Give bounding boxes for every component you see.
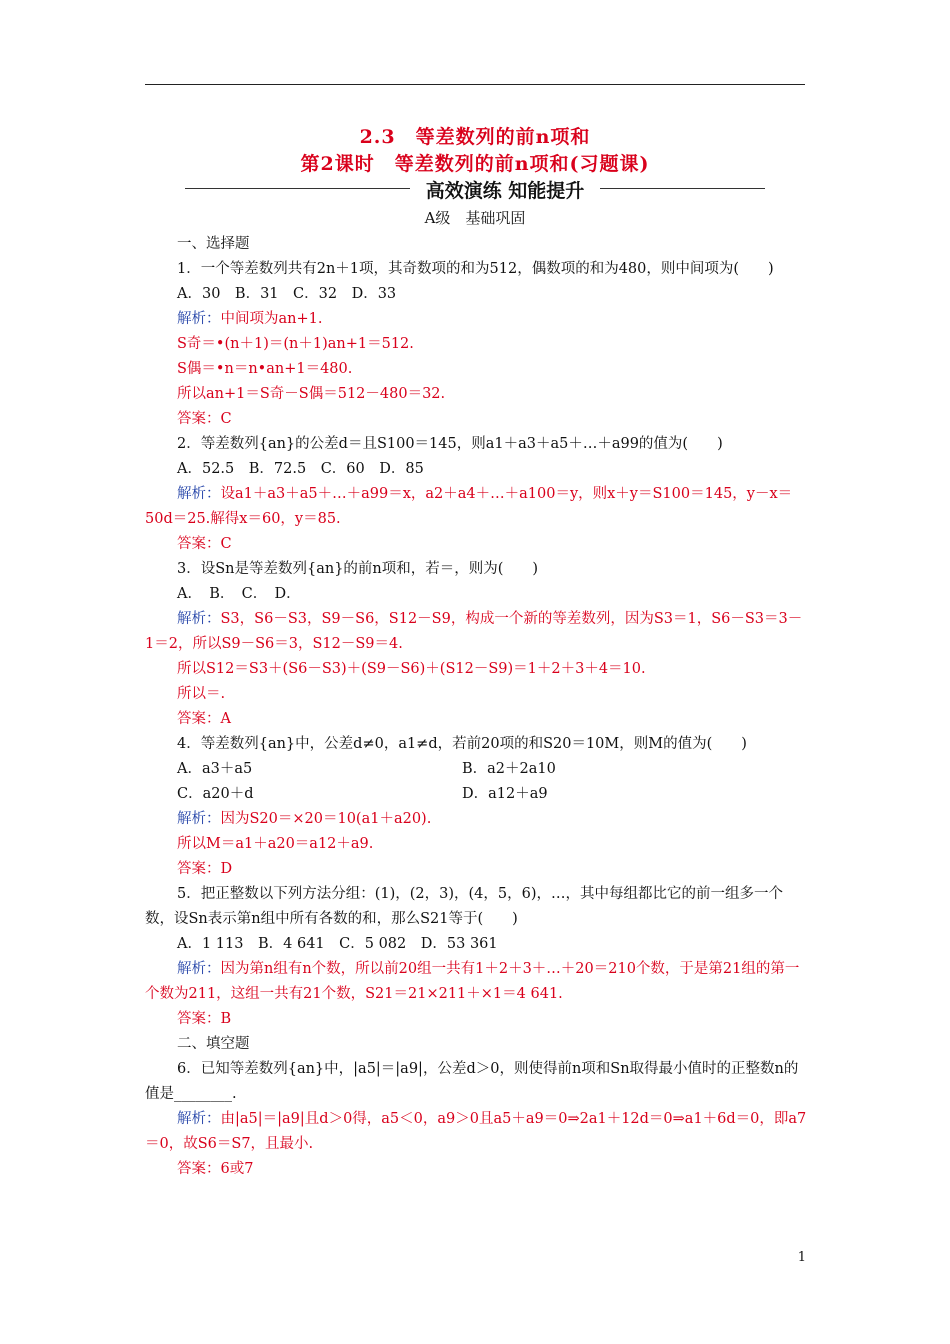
q6-answer: 答案：6或7 — [177, 1161, 254, 1177]
banner-text: 高效演练 知能提升 — [425, 180, 585, 202]
q5-analysis: 解析：因为第n组有n个数，所以前20组一共有1＋2＋3＋…＋20＝210个数，于是第21组的第一个数为211，这组一共有21个数，S21＝21×211＋×1＝4 641. — [145, 961, 800, 1002]
q2-stem: 2．等差数列{an}的公差d＝且S100＝145，则a1＋a3＋a5＋…＋a99的值为( ) — [177, 436, 723, 452]
banner — [185, 176, 765, 200]
q1-analysis-4: 所以an+1＝S奇－S偶＝512－480＝32. — [177, 386, 446, 402]
q3-answer: 答案：A — [177, 711, 231, 727]
q4-analysis-2: 所以M＝a1＋a20＝a12＋a9. — [177, 836, 374, 852]
q3-analysis-3: 所以＝. — [177, 686, 226, 702]
section-choice: 一、选择题 — [177, 236, 250, 252]
q2-answer: 答案：C — [177, 536, 232, 552]
q3-options: A． B． C． D． — [177, 586, 301, 602]
q4-options-row-1 — [145, 757, 807, 782]
top-rule — [145, 84, 805, 85]
document-body — [145, 232, 807, 1182]
q1-answer: 答案：C — [177, 411, 232, 427]
q1-stem: 1．一个等差数列共有2n＋1项，其奇数项的和为512，偶数项的和为480，则中间项为( ) — [177, 261, 774, 277]
q4-options-row-2 — [145, 782, 807, 807]
q4-analysis-1: 解析：因为S20＝×20＝10(a1＋a20). — [177, 811, 432, 827]
page-number: 1 — [797, 1250, 806, 1265]
q5-answer: 答案：B — [177, 1011, 232, 1027]
section-fill: 二、填空题 — [177, 1036, 250, 1052]
q1-analysis-2: S奇＝•(n＋1)＝(n＋1)an+1＝512. — [177, 336, 414, 352]
q4-option-b: B．a2＋2a10 — [462, 761, 556, 777]
q2-options: A．52.5 B．72.5 C．60 D．85 — [177, 461, 424, 477]
level-heading: A级 基础巩固 — [424, 209, 526, 227]
q3-stem: 3．设Sn是等差数列{an}的前n项和，若＝，则为( ) — [177, 561, 539, 577]
q1-analysis-1: 解析：中间项为an+1. — [177, 311, 323, 327]
q3-analysis-1: 解析：S3，S6－S3，S9－S6，S12－S9，构成一个新的等差数列，因为S3＝1，S6－S3＝3－1＝2，所以S9－S6＝3，S12－S9＝4. — [145, 611, 803, 652]
analysis-label: 解析： — [177, 311, 221, 327]
q4-option-c: C．a20＋d — [177, 786, 254, 802]
q6-analysis: 解析：由|a5|＝|a9|且d＞0得，a5＜0，a9＞0且a5＋a9＝0⇒2a1＋12d＝0⇒a1＋6d＝0，即a7＝0，故S6＝S7，且最小. — [145, 1111, 807, 1152]
q6-stem: 6．已知等差数列{an}中，|a5|＝|a9|，公差d＞0，则使得前n项和Sn取得最小值时的正整数n的值是________. — [145, 1061, 799, 1102]
q2-analysis: 解析：设a1＋a3＋a5＋…＋a99＝x，a2＋a4＋…＋a100＝y，则x＋y＝S100＝145，y－x＝50d＝25.解得x＝60，y＝85. — [145, 486, 793, 527]
q1-options: A．30 B．31 C．32 D．33 — [177, 286, 397, 302]
q5-options: A．1 113 B．4 641 C．5 082 D．53 361 — [177, 936, 498, 952]
q4-answer: 答案：D — [177, 861, 233, 877]
banner-line-left — [185, 188, 410, 189]
q4-option-a: A．a3＋a5 — [177, 761, 253, 777]
lesson-title: 第2课时 等差数列的前n项和(习题课) — [300, 153, 650, 175]
q3-analysis-2: 所以S12＝S3＋(S6－S3)＋(S9－S6)＋(S12－S9)＝1＋2＋3＋4＝10. — [177, 661, 646, 677]
section-title: 2.3 等差数列的前n项和 — [359, 126, 591, 148]
banner-line-right — [600, 188, 765, 189]
q4-option-d: D．a12＋a9 — [462, 786, 548, 802]
q5-stem: 5．把正整数以下列方法分组：(1)，(2，3)，(4，5，6)，…，其中每组都比它的前一组多一个数，设Sn表示第n组中所有各数的和，那么S21等于( ) — [145, 886, 784, 927]
q4-stem: 4．等差数列{an}中，公差d≠0，a1≠d，若前20项的和S20＝10M，则M的值为( ) — [177, 736, 747, 752]
q1-analysis-3: S偶＝•n＝n•an+1＝480. — [177, 361, 353, 377]
